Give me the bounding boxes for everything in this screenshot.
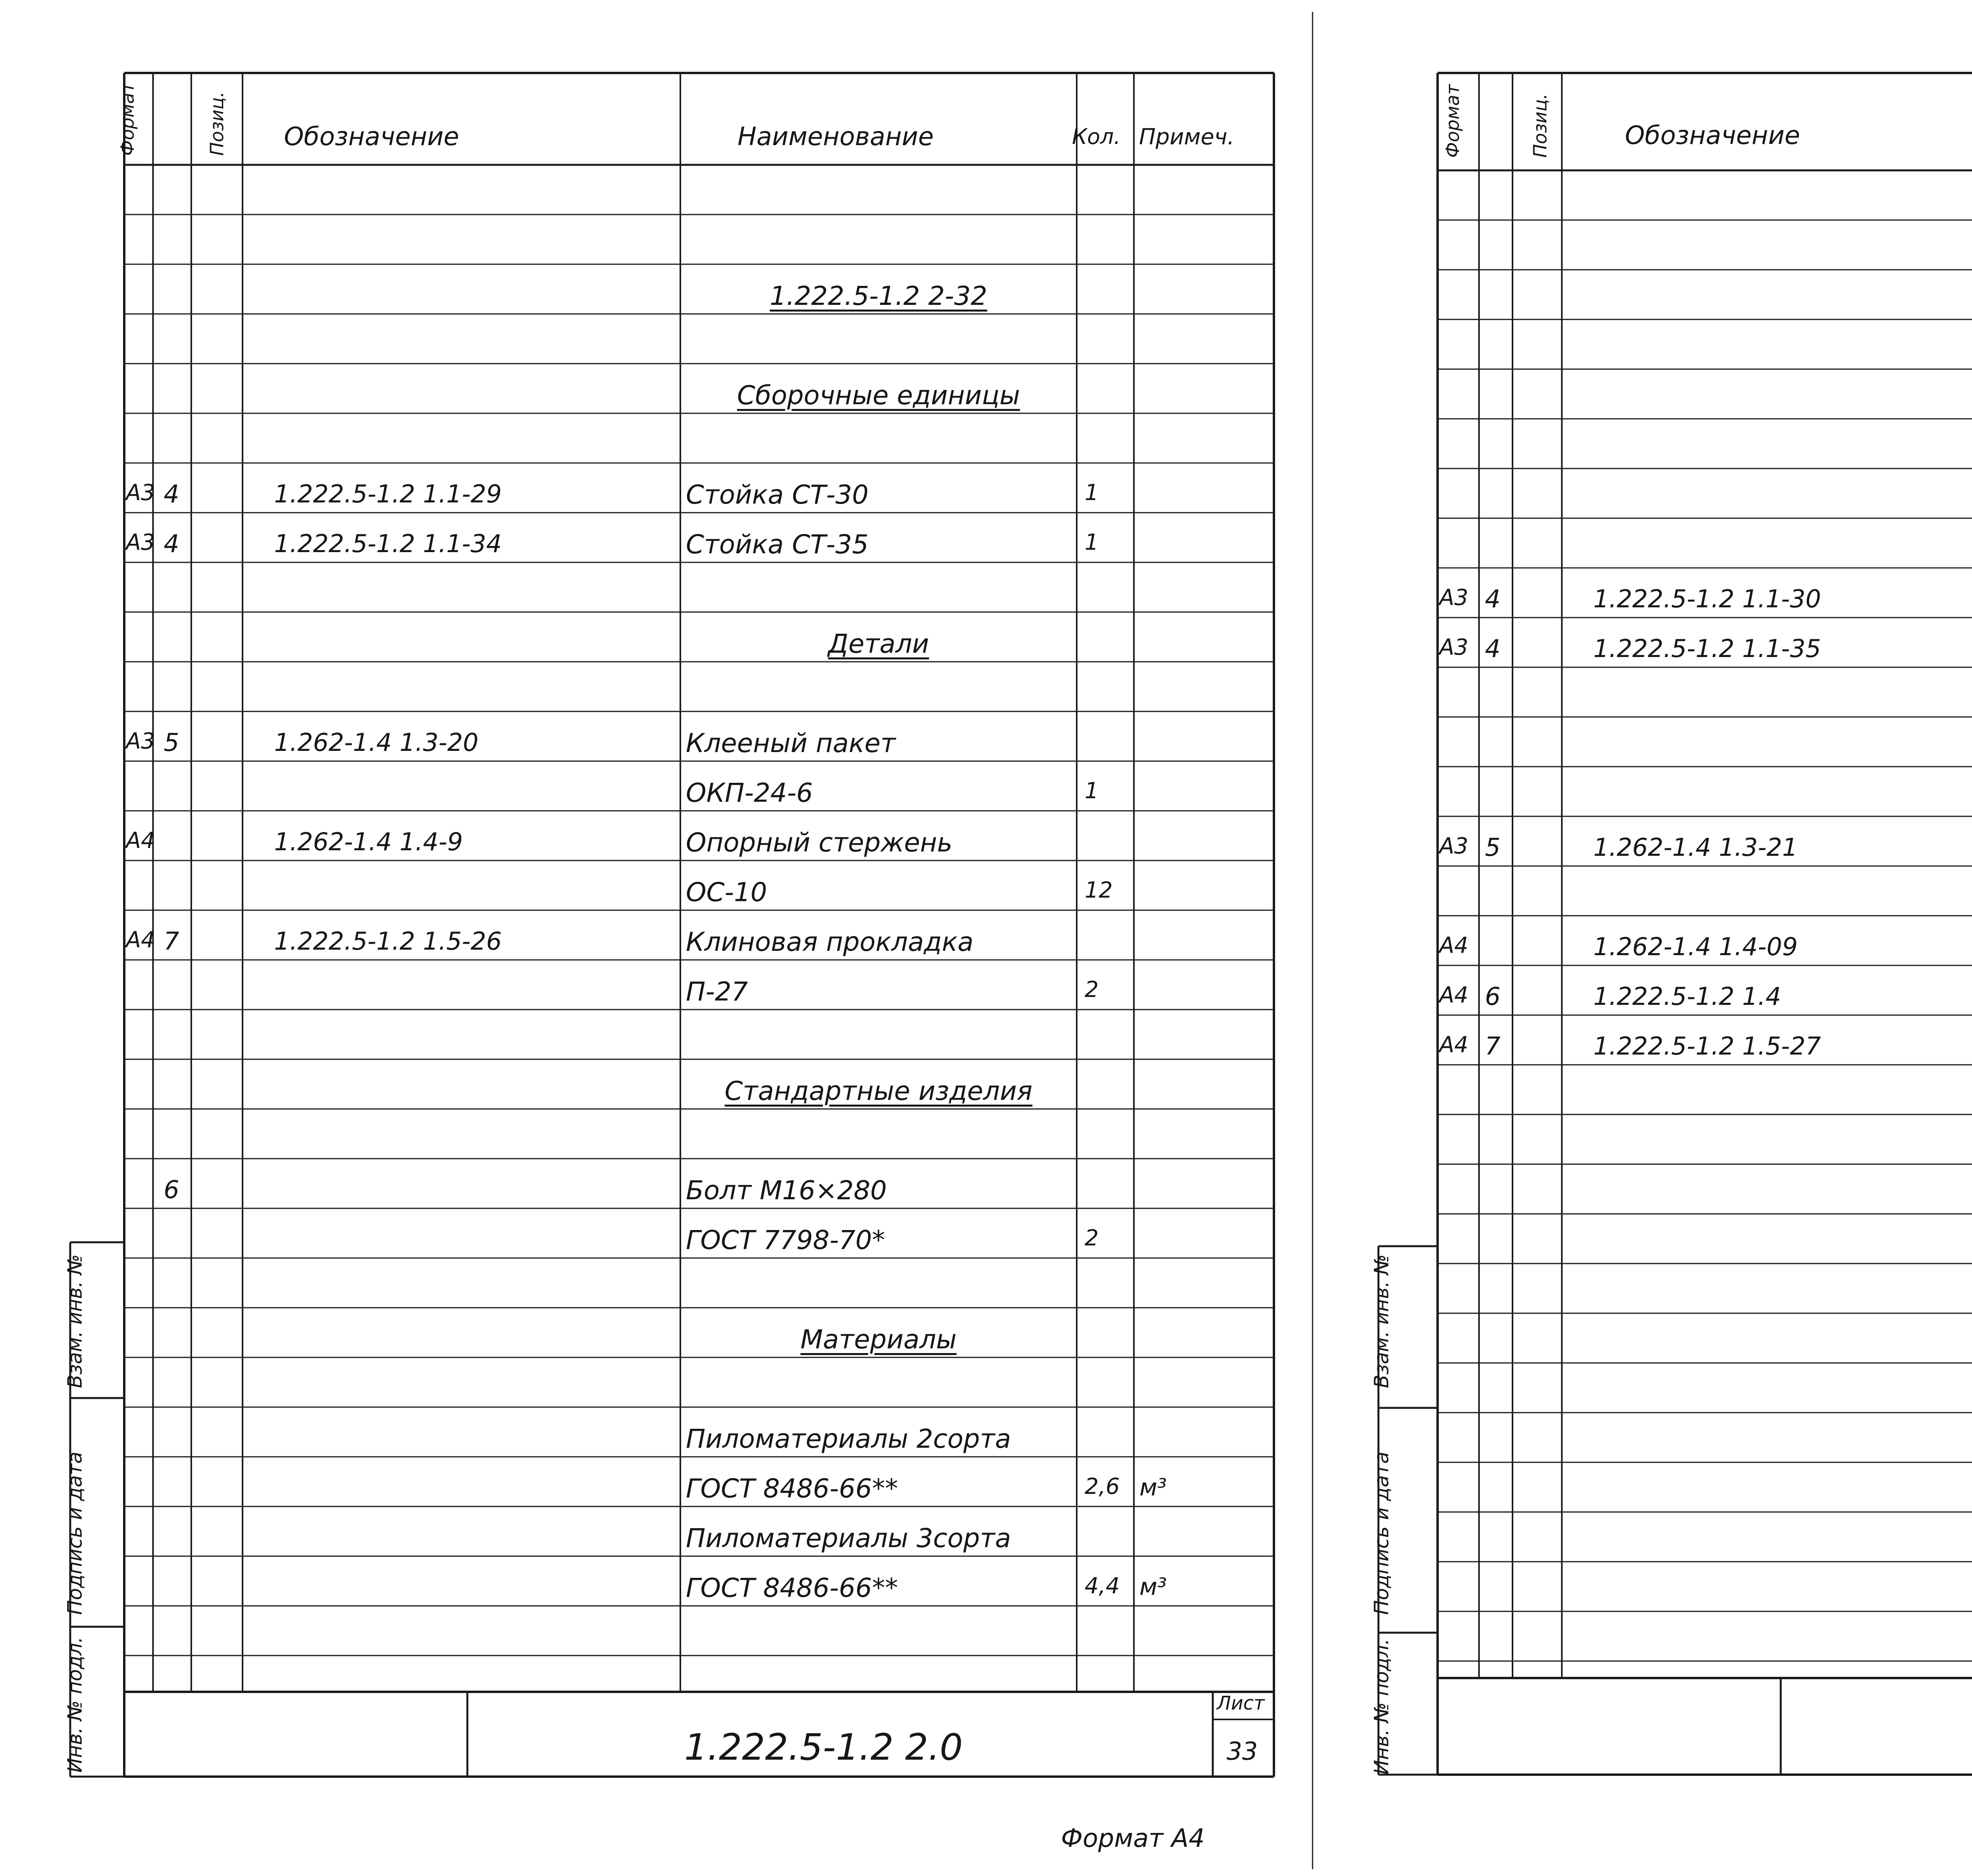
row-designation: 1.222.5-1.2 1.1-35	[1593, 634, 1821, 663]
row-name: ОКП-24-6	[686, 778, 813, 808]
row-format: А3	[126, 480, 155, 506]
row-name: Пиломатериалы 2сорта	[686, 1424, 1011, 1454]
row-name: ГОСТ 8486-66**	[686, 1473, 898, 1504]
row-format: А3	[126, 530, 155, 555]
section-heading: Материалы	[800, 1324, 957, 1355]
row-position: 5	[1485, 833, 1501, 862]
row-name: Клиновая прокладка	[686, 927, 974, 957]
row-name: П-27	[686, 976, 748, 1007]
header-note: Примеч.	[1139, 124, 1234, 150]
left-sheet-number: 33	[1227, 1737, 1258, 1766]
row-format: А4	[1439, 933, 1468, 958]
row-designation: 1.262-1.4 1.3-20	[274, 728, 479, 757]
side-label-replacement: Взам. инв. №	[63, 1254, 86, 1388]
row-name: Опорный стержень	[686, 827, 952, 858]
header-qty: Кол.	[1072, 124, 1121, 149]
row-name: Стойка СТ-35	[686, 529, 869, 560]
row-designation: 1.222.5-1.2 1.1-34	[274, 529, 502, 558]
left-format-label: Формат А4	[1061, 1824, 1205, 1853]
left-sheet-label: Лист	[1217, 1692, 1265, 1714]
row-designation: 1.222.5-1.2 1.5-26	[274, 927, 502, 956]
side-label-inventory: Инв. № подл.	[63, 1637, 86, 1773]
row-qty: 2	[1085, 1225, 1099, 1251]
row-format: А3	[1439, 635, 1468, 660]
row-designation: 1.262-1.4 1.4-09	[1593, 932, 1798, 961]
row-name: ГОСТ 8486-66**	[686, 1573, 898, 1603]
row-designation: 1.222.5-1.2 1.1-29	[274, 480, 502, 508]
row-position: 5	[164, 728, 179, 757]
row-format: А3	[1439, 585, 1468, 610]
row-position: 7	[164, 927, 179, 956]
row-qty: 12	[1085, 877, 1113, 903]
section-heading: Стандартные изделия	[725, 1076, 1033, 1106]
side-label-inventory: Инв. № подл.	[1370, 1639, 1393, 1775]
row-name: ГОСТ 7798-70*	[686, 1225, 885, 1255]
row-designation: 1.262-1.4 1.3-21	[1593, 833, 1798, 862]
row-format: А3	[126, 728, 155, 754]
row-designation: 1.222.5-1.2 1.1-30	[1593, 584, 1821, 613]
row-qty: 1	[1085, 480, 1099, 506]
row-designation: 1.222.5-1.2 1.4	[1593, 982, 1781, 1011]
row-position: 4	[164, 480, 179, 508]
row-designation: 1.262-1.4 1.4-9	[274, 827, 463, 856]
row-format: А3	[1439, 833, 1468, 859]
section-heading: Детали	[828, 629, 929, 659]
row-note: м³	[1139, 1573, 1167, 1601]
row-format: А4	[126, 927, 155, 953]
row-qty: 1	[1085, 530, 1099, 555]
row-name: Стойка СТ-30	[686, 480, 869, 510]
row-name: Пиломатериалы 3сорта	[686, 1523, 1011, 1553]
row-position: 6	[1485, 982, 1501, 1011]
row-qty: 1	[1085, 778, 1099, 804]
section-heading: 1.222.5-1.2 2-32	[769, 281, 988, 311]
row-position: 7	[1485, 1032, 1501, 1060]
row-position: 6	[164, 1175, 179, 1204]
section-heading: Сборочные единицы	[737, 380, 1020, 411]
row-position: 4	[164, 529, 179, 558]
header-format: Формат	[117, 82, 138, 156]
left-document-code: 1.222.5-1.2 2.0	[684, 1726, 963, 1768]
header-format: Формат	[1442, 84, 1463, 158]
row-format: А4	[126, 828, 155, 853]
header-designation: Обозначение	[284, 122, 459, 151]
row-designation: 1.222.5-1.2 1.5-27	[1593, 1032, 1821, 1060]
row-qty: 2,6	[1085, 1474, 1120, 1499]
row-name: Клееный пакет	[686, 728, 896, 758]
side-label-signature: Подпись и дата	[1370, 1451, 1393, 1615]
header-designation: Обозначение	[1625, 121, 1800, 150]
side-label-signature: Подпись и дата	[63, 1451, 86, 1615]
row-note: м³	[1139, 1474, 1167, 1501]
row-qty: 2	[1085, 977, 1099, 1002]
header-position: Позиц.	[206, 91, 228, 156]
row-qty: 4,4	[1085, 1573, 1120, 1599]
row-format: А4	[1439, 982, 1468, 1008]
side-label-replacement: Взам. инв. №	[1370, 1254, 1393, 1388]
right-page	[1313, 0, 1972, 1876]
row-position: 4	[1485, 584, 1501, 613]
header-name: Наименование	[738, 122, 934, 151]
row-name: Болт М16×280	[686, 1175, 887, 1206]
row-position: 4	[1485, 634, 1501, 663]
header-position: Позиц.	[1529, 93, 1551, 158]
row-name: ОС-10	[686, 877, 767, 907]
right-spec-table	[1313, 0, 1972, 1876]
row-format: А4	[1439, 1032, 1468, 1058]
